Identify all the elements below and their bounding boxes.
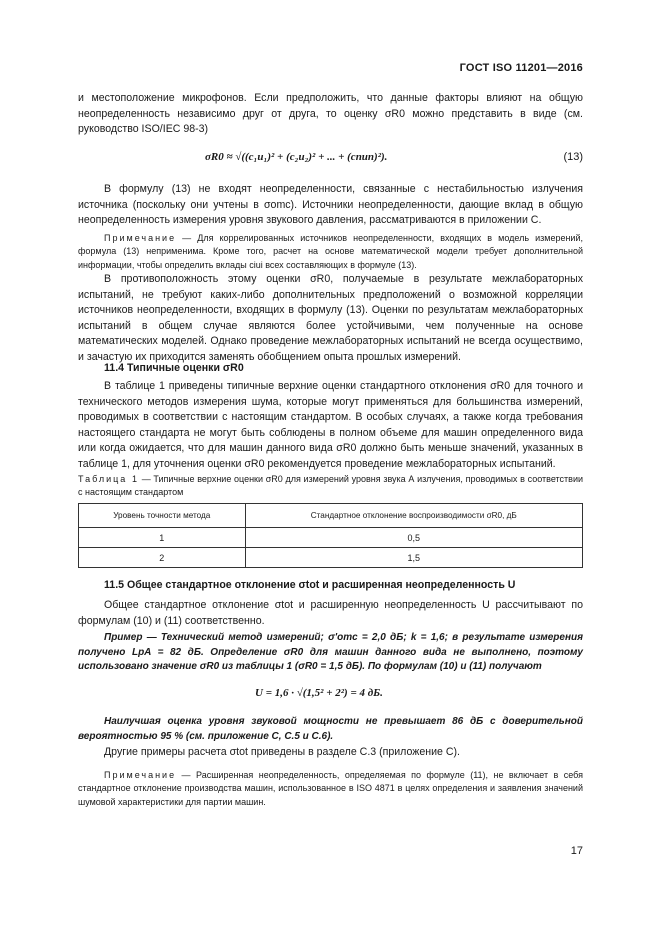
paragraph-4: В таблице 1 приведены типичные верхние оценки стандартного отклонения σR0 для точного и технического методов измерения шума, которые могут применяться для большинства измерений, проводимых в соответствии с настоящим стандартом. В особых случаях, а также когда требования настоящего стандарта не могут быть соблюдены в полном объеме для машин определенного вида или когда ожидается, что для машин данного вида σR0 должно быть меньше значений, указанных в таблице 1, для уточнения оценки σR0 рекомендуется проведение межлабораторных испытаний.: [78, 380, 583, 470]
note-2-text: — Расширенная неопределенность, определяемая по формуле (11), не включает в себя стандартное отклонение производства машин, использованное в ISO 4871 в целях определения и заявления значений шумовой характеристики для партии машин.: [78, 770, 583, 807]
cell-level: 1: [79, 528, 246, 548]
col-header-deviation: Стандартное отклонение воспроизводимости σR0, дБ: [245, 504, 582, 528]
note-1: [78, 232, 583, 272]
page-number: 17: [570, 845, 583, 857]
table-row: [79, 528, 583, 548]
example-text: Пример — Технический метод измерений; σ'omc = 2,0 дБ; k = 1,6; в результате измерения получено LpA = 82 дБ. Определение σR0 для машин данного вида не выполнено, поэтому использовано значение σR0 из таблицы 1 (σR0 = 1,5 дБ). По формулам (10) и (11) получают: [78, 632, 583, 672]
table-row: [79, 548, 583, 568]
note-2-label: Примечание: [104, 770, 177, 780]
cell-level: 2: [79, 548, 246, 568]
table-header-row: [79, 504, 583, 528]
formula-13: σR0 ≈ √((c₁u₁)² + (c₂u₂)² + ... + (cnun)²).: [205, 151, 388, 163]
table-1-caption-text: — Типичные верхние оценки σR0 для измерений уровня звука А излучения, проводимых в соответствии с настоящим стандартом: [78, 474, 583, 498]
paragraph-6: Наилучшая оценка уровня звуковой мощности не превышает 86 дБ с доверительной вероятностью 95 % (см. приложение С, С.5 и С.6).: [78, 716, 583, 742]
col-header-level: Уровень точности метода: [79, 504, 246, 528]
paragraph-7: Другие примеры расчета σtot приведены в разделе С.3 (приложение С).: [104, 746, 460, 758]
table-1-caption: [78, 473, 583, 500]
paragraph-2: В формулу (13) не входят неопределенности, связанные с нестабильностью излучения источника (поскольку они учтены в σomc). Источники неопределенности, дающие вклад в общую неопределенность измерения уровня звукового давления, рассматриваются в приложении С.: [78, 183, 583, 226]
formula-u: U = 1,6 · √(1,5² + 2²) = 4 дБ.: [255, 687, 383, 699]
paragraph-1: и местоположение микрофонов. Если предположить, что данные факторы влияют на общую неопределенность независимо друг от друга, то оценку σR0 можно представить в виде (см. руководство ISO/IEC 98-3): [78, 92, 583, 135]
table-1: [78, 503, 583, 568]
note-2: [78, 769, 583, 809]
section-11-5-heading: 11.5 Общее стандартное отклонение σtot и расширенная неопределенность U: [104, 579, 516, 591]
formula-13-number: (13): [563, 151, 583, 163]
paragraph-5: Общее стандартное отклонение σtot и расширенную неопределенность U рассчитывают по формулам (10) и (11) соответственно.: [78, 599, 583, 627]
note-1-text: — Для коррелированных источников неопределенности, входящих в модель измерений, формула (13) неприменима. Кроме того, расчет на основе математической модели требует дополнительной информации, чтобы определить вклады ciui всех составляющих в формуле (13).: [78, 233, 583, 270]
cell-value: 0,5: [245, 528, 582, 548]
paragraph-3: В противоположность этому оценки σR0, получаемые в результате межлабораторных испытаний, не требуют каких-либо дополнительных предположений о возможной корреляции источников неопределенности, входящих в формулу (13). Оценки по результатам межлабораторных испытаний в общем случае являются более устойчивыми, чем полученные на основе математических моделей. Однако проведение межлабораторных испытаний не всегда осуществимо, и зачастую их приходится заменять обобщением опыта прошлых измерений.: [78, 273, 583, 363]
document-header: ГОСТ ISO 11201—2016: [459, 62, 583, 74]
note-1-label: Примечание: [104, 233, 177, 243]
table-1-caption-label: Таблица 1: [78, 474, 139, 484]
section-11-4-heading: 11.4 Типичные оценки σR0: [104, 362, 244, 374]
cell-value: 1,5: [245, 548, 582, 568]
